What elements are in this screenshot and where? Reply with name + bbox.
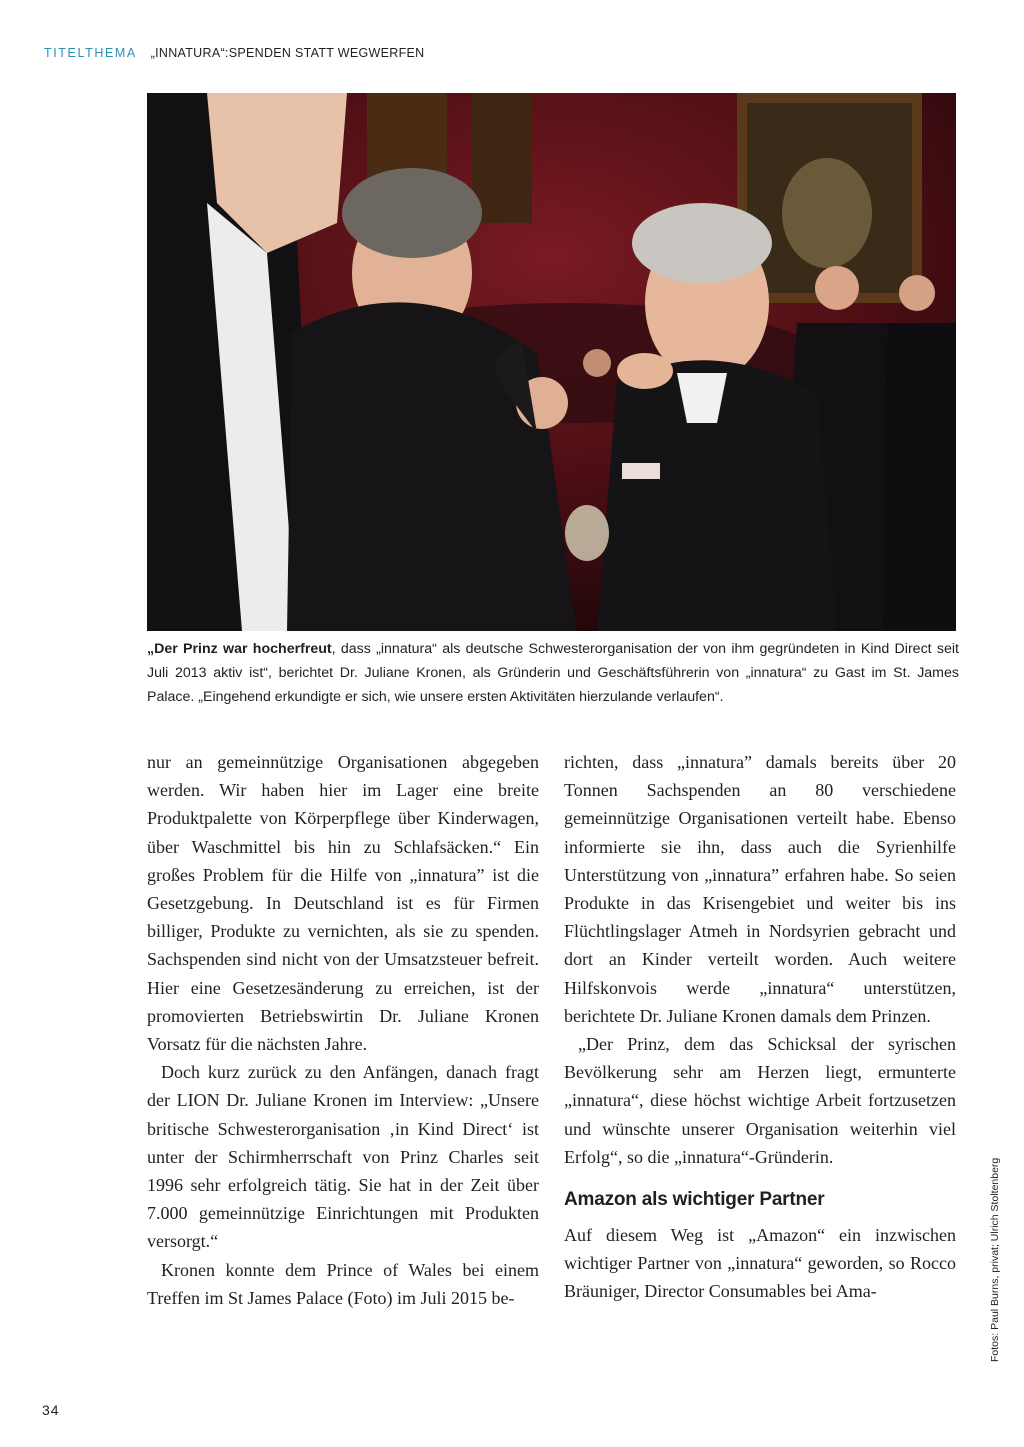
- topic-label: „INNATURA“:SPENDEN STATT WEGWERFEN: [150, 46, 425, 60]
- photo-caption: [147, 637, 959, 709]
- photo-reception-palace-icon: [147, 93, 956, 631]
- caption-lead: „Der Prinz war hocherfreut: [147, 641, 332, 657]
- photo-credit: Fotos: Paul Burns, privat; Ulrich Stoltenberg: [989, 1157, 1001, 1362]
- left-paragraph-3: Kronen konnte dem Prince of Wales bei einem Treffen im St James Palace (Foto) im Juli 2015 be-: [147, 1259, 539, 1308]
- left-paragraph-1: nur an gemeinnützige Organisationen abgegeben werden. Wir haben hier im Lager eine breite Produktpalette von Körperpflege über Kinderwagen, über Waschmittel bis hin zu Schlafsäcken.“ Ein großes Problem für die Hilfe von „innatura” ist die Gesetzgebung. In Deutschland ist es für Firmen billiger, Produkte zu vernichten, als sie zu spenden. Sachspenden sind nicht von der Umsatzsteuer befreit. Hier eine Gesetzesänderung zu erreichen, ist der promovierten Betriebswirtin Dr. Juliane Kronen Vorsatz für die nächsten Jahre.: [147, 752, 539, 1055]
- section-heading: Amazon als wichtiger Partner: [564, 1189, 825, 1211]
- page-number: 34: [42, 1402, 60, 1418]
- caption-text: , dass „innatura“ als deutsche Schwesterorganisation der von ihm gegründeten in Kind Direct seit Juli 2013 aktiv ist“, berichtet Dr. Juliane Kronen, als Gründerin und Geschäftsführerin von „innatura“ zu Gast im St. James Palace. „Eingehend erkundigte er sich, wie unsere ersten Aktivitäten hierzulande verlaufen“.: [147, 641, 959, 705]
- section-label: TITELTHEMA: [44, 46, 137, 60]
- right-column: [564, 748, 956, 1306]
- right-paragraph-1: richten, dass „innatura” damals bereits über 20 Tonnen Sachspenden an 80 verschiedene gemeinnützige Organisationen verteilt habe. Ebenso informierte sie ihn, dass auch die Syrienhilfe Unterstützung von „innatura” erfahren habe. So seien Produkte in das Krisengebiet und weiter bis ins Flüchtlingslager Atmeh in Nordsyrien gebracht und dort an Kinder verteilt worden. Auch weitere Hilfskonvois werde „innatura“ unterstützen, berichtete Dr. Juliane Kronen damals dem Prinzen.: [564, 752, 956, 1026]
- article-photo: [147, 93, 956, 631]
- running-header: [44, 46, 425, 60]
- left-paragraph-2: Doch kurz zurück zu den Anfängen, danach fragt der LION Dr. Juliane Kronen im Interview: „Unsere britische Schwesterorganisation ‚in Kind Direct‘ ist unter der Schirmherrschaft von Prinz Charles seit 1996 sehr erfolgreich tätig. Sie hat in der Zeit über 7.000 gemeinnützige Einrichtungen mit Produkten versorgt.“: [147, 1062, 539, 1252]
- right-paragraph-3: Auf diesem Weg ist „Amazon“ ein inzwischen wichtiger Partner von „innatura“ geworden, so Rocco Bräuniger, Director Consumables bei Ama-: [564, 1225, 956, 1302]
- right-paragraph-2: „Der Prinz, dem das Schicksal der syrischen Bevölkerung sehr am Herzen liegt, ermunterte „innatura“, diese höchst wichtige Arbeit fortzusetzen und wünschte unserer Organisation weiterhin viel Erfolg“, so die „innatura“-Gründerin.: [564, 1034, 956, 1167]
- left-column: [147, 748, 539, 1312]
